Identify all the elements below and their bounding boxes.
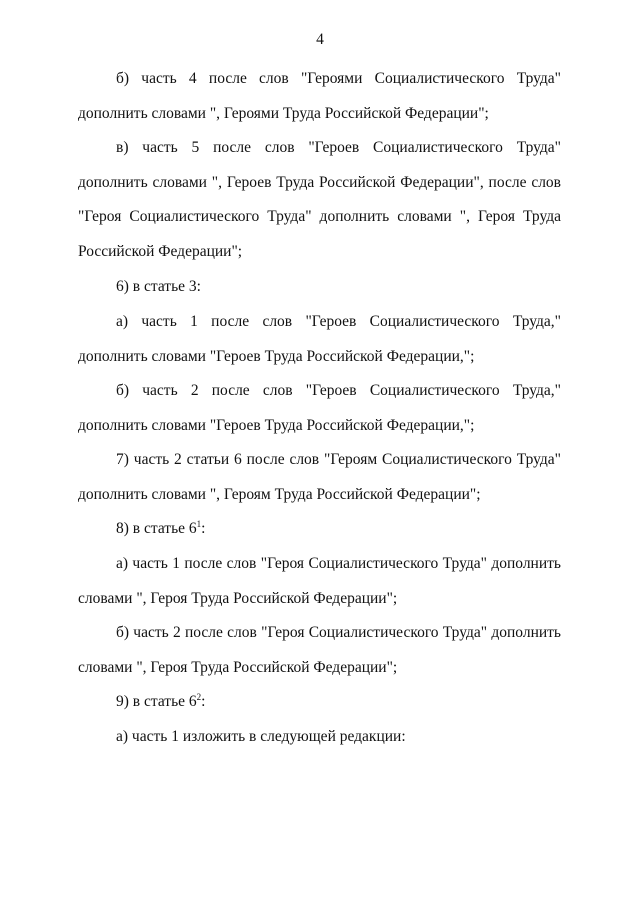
paragraph-item-9-superscript: 2	[196, 692, 202, 702]
paragraph-item-6: 6) в статье 3:	[116, 278, 201, 295]
paragraph-v-part-5: в) часть 5 после слов "Героев Социалистического Труда" дополнить словами ", Героев Труда Российской Федерации", после слов "Героя Социалистического Труда" дополнить словами ", Героя Труда Российской Федерации";	[78, 139, 561, 260]
paragraph-a-part-1-art3: а) часть 1 после слов "Героев Социалистического Труда," дополнить словами "Героев Труда Российской Федерации,";	[78, 313, 561, 365]
paragraph-a-part-1-art6-1: а) часть 1 после слов "Героя Социалистического Труда" дополнить словами ", Героя Труда Российской Федерации";	[78, 555, 561, 607]
paragraph-item-9-text: 9) в статье 6	[116, 693, 197, 710]
page-number: 4	[316, 31, 324, 48]
paragraph-item-9	[78, 685, 561, 720]
paragraph-item-7: 7) часть 2 статьи 6 после слов "Героям Социалистического Труда" дополнить словами ", Героям Труда Российской Федерации";	[78, 451, 561, 503]
paragraph-a-part-1-art6-2: а) часть 1 изложить в следующей редакции:	[116, 728, 406, 745]
paragraph-item-8-colon: :	[201, 520, 206, 537]
paragraph-item-9-colon: :	[201, 693, 206, 710]
paragraph-item-8-superscript: 1	[196, 519, 202, 529]
paragraph-b-part-2-art3: б) часть 2 после слов "Героев Социалистического Труда," дополнить словами "Героев Труда Российской Федерации,";	[78, 382, 561, 434]
paragraph-b-part-2-art6-1: б) часть 2 после слов "Героя Социалистического Труда" дополнить словами ", Героя Труда Российской Федерации";	[78, 624, 561, 676]
paragraph-b-part-4: б) часть 4 после слов "Героями Социалистического Труда" дополнить словами ", Героями Труда Российской Федерации";	[78, 70, 561, 122]
paragraph-item-8-text: 8) в статье 6	[116, 520, 197, 537]
paragraph-item-8	[78, 512, 561, 547]
